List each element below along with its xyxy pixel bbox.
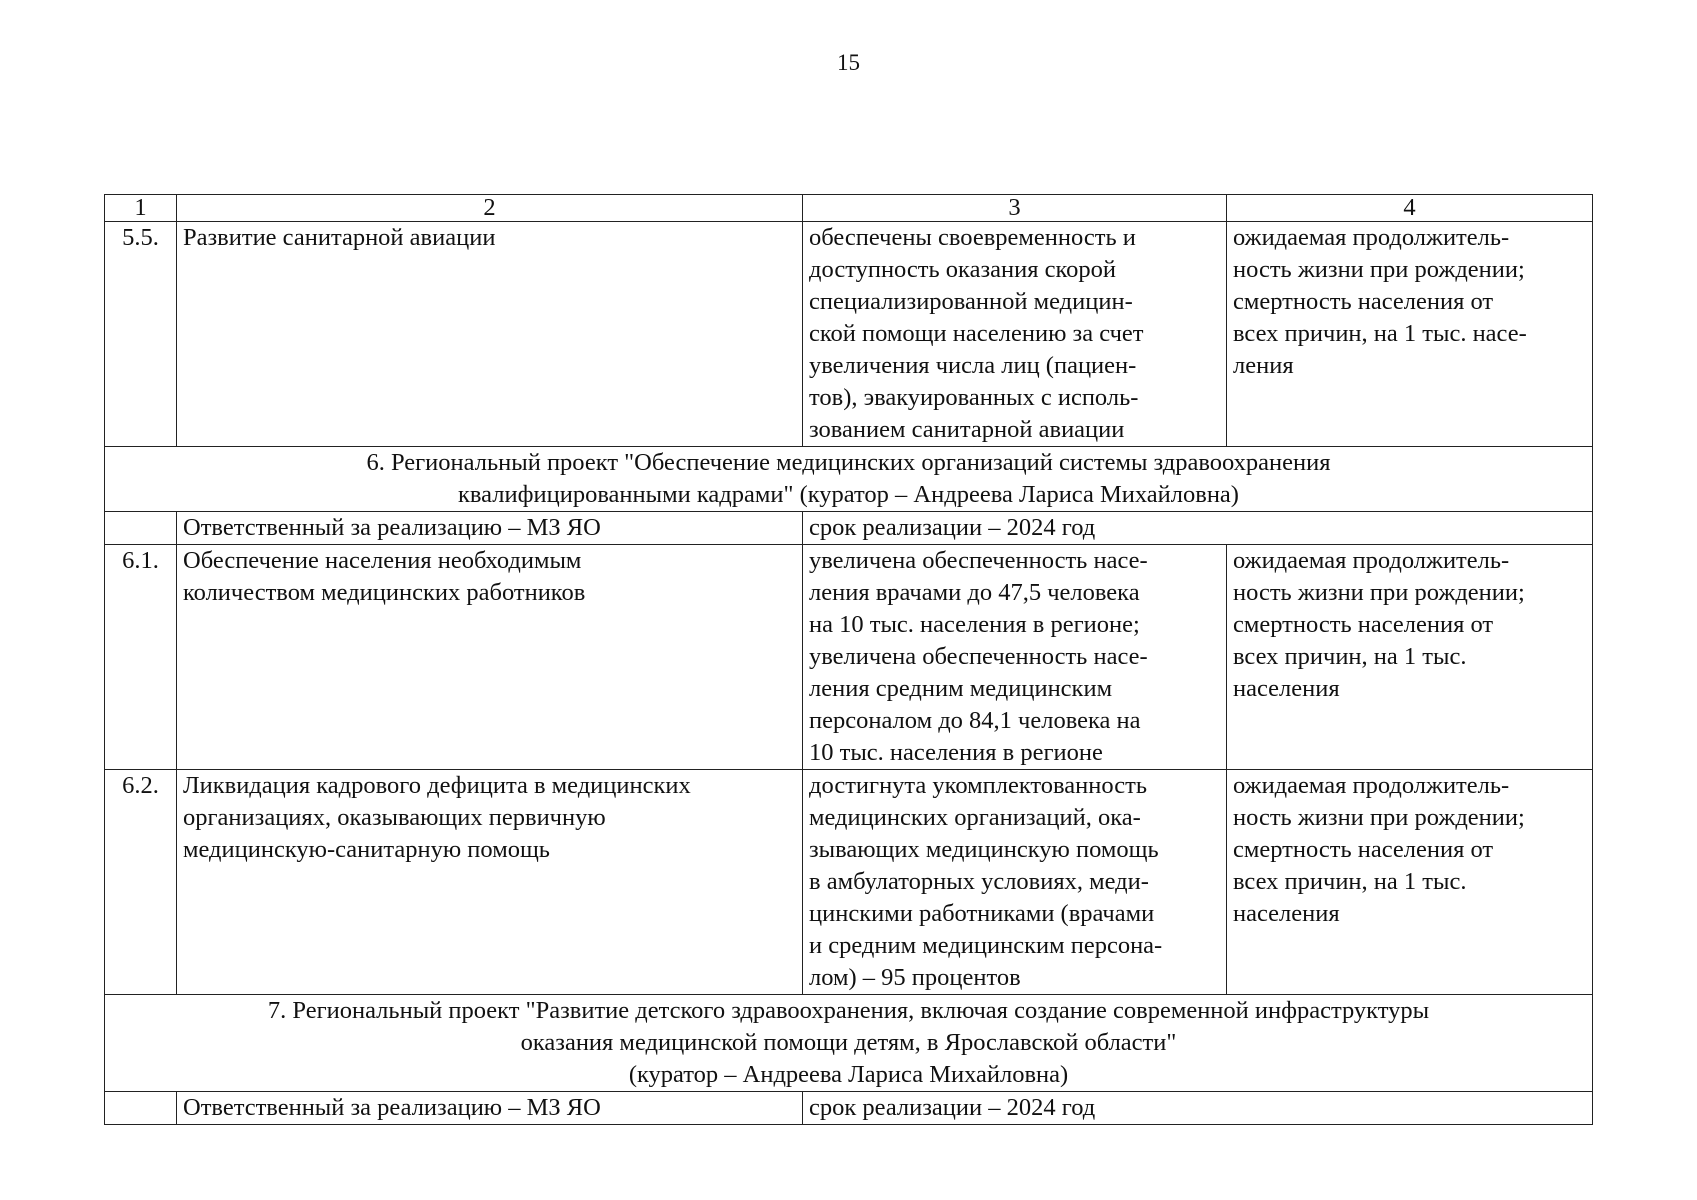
column-number-row: [105, 195, 1593, 222]
table-row: [105, 770, 1593, 995]
measure-indicator: ожидаемая продолжитель- ность жизни при рождении; смертность населения от всех причин, на 1 тыс. насе- ления: [1227, 222, 1593, 447]
section-7-title: 7. Региональный проект "Развитие детского здравоохранения, включая создание современной инфраструктуры оказания медицинской помощи детям, в Ярославской области" (куратор – Андреева Лариса Михайловна): [105, 995, 1593, 1092]
responsible-row: [105, 1092, 1593, 1125]
column-number-4: 4: [1227, 195, 1593, 222]
table-row: [105, 222, 1593, 447]
measure-indicator: ожидаемая продолжитель- ность жизни при рождении; смертность населения от всех причин, на 1 тыс. населения: [1227, 770, 1593, 995]
term-label: срок реализации – 2024 год: [803, 512, 1593, 545]
page-number: 15: [837, 50, 860, 75]
measure-name: Ликвидация кадрового дефицита в медицинских организациях, оказывающих первичную медицинскую-санитарную помощь: [177, 770, 803, 995]
responsible-row: [105, 512, 1593, 545]
empty-cell: [105, 512, 177, 545]
responsible-label: Ответственный за реализацию – МЗ ЯО: [177, 1092, 803, 1125]
column-number-1: 1: [105, 195, 177, 222]
measure-result: увеличена обеспеченность насе- ления врачами до 47,5 человека на 10 тыс. населения в регионе; увеличена обеспеченность насе- ления средним медицинским персоналом до 84,1 человека на 10 тыс. населения в регионе: [803, 545, 1227, 770]
measure-name: Обеспечение населения необходимым количеством медицинских работников: [177, 545, 803, 770]
measure-name: Развитие санитарной авиации: [177, 222, 803, 447]
row-number: 6.2.: [105, 770, 177, 995]
measure-indicator: ожидаемая продолжитель- ность жизни при рождении; смертность населения от всех причин, на 1 тыс. населения: [1227, 545, 1593, 770]
column-number-3: 3: [803, 195, 1227, 222]
row-number: 5.5.: [105, 222, 177, 447]
term-label: срок реализации – 2024 год: [803, 1092, 1593, 1125]
section-title-row: [105, 447, 1593, 512]
column-number-2: 2: [177, 195, 803, 222]
responsible-label: Ответственный за реализацию – МЗ ЯО: [177, 512, 803, 545]
empty-cell: [105, 1092, 177, 1125]
row-number: 6.1.: [105, 545, 177, 770]
section-6-title: 6. Региональный проект "Обеспечение медицинских организаций системы здравоохранения квалифицированными кадрами" (куратор – Андреева Лариса Михайловна): [105, 447, 1593, 512]
section-title-row: [105, 995, 1593, 1092]
measure-result: достигнута укомплектованность медицинских организаций, ока- зывающих медицинскую помощь в амбулаторных условиях, меди- цинскими работниками (врачами и средним медицинским персона- лом) – 95 процентов: [803, 770, 1227, 995]
table-row: [105, 545, 1593, 770]
measure-result: обеспечены своевременность и доступность оказания скорой специализированной медицин- ской помощи населению за счет увеличения числа лиц (пациен- тов), эвакуированных с исполь- зованием санитарной авиации: [803, 222, 1227, 447]
measures-table: [104, 194, 1593, 1125]
